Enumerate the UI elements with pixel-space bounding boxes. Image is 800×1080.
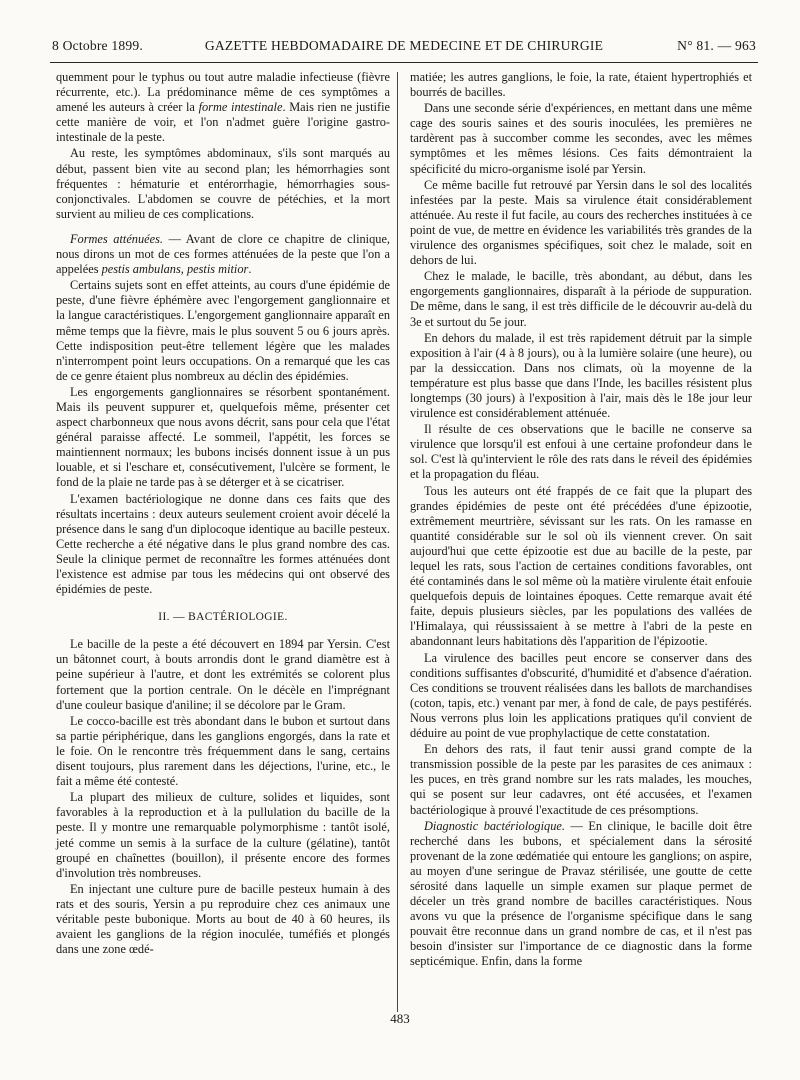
paragraph: Ce même bacille fut retrouvé par Yersin dans le sol des localités infestées par la peste. Mais sa virulence était considérablement atténuée. Au reste il fut facile, au cours des recherches instituées à ce point de vue, de mettre en évidence les variabilités très grandes de la virulence des organismes spécifiques, soit chez le malade, soit en dehors de lui. — [410, 177, 752, 268]
column-divider — [397, 72, 398, 1012]
right-column — [410, 70, 752, 971]
paragraph: Chez le malade, le bacille, très abondant, au début, dans les engorgements ganglionnaires, disparaît à la période de suppuration. De même, dans le sang, il est très difficile de le découvrir au-delà du 3e et surtout du 5e jour. — [410, 269, 752, 329]
paragraph: Certains sujets sont en effet atteints, au cours d'une épidémie de peste, d'une fièvre éphémère avec l'engorgement ganglionnaire et la langue caractéristiques. L'engorgement ganglionnaire apparaît en même temps que la fièvre, mais le plus souvent 5 ou 6 jours après. Cette indisposition peut-être tellement légère que les malades n'interrompent point leurs occupations. On a remarqué que les cas de ce genre étaient plus nombreux au déclin des épidémies. — [56, 278, 390, 383]
paragraph: Le cocco-bacille est très abondant dans le bubon et surtout dans sa partie périphérique, dans les ganglions engorgés, dans la rate et le foie. On le rencontre très fréquemment dans le sang, certains disent toujours, plus rarement dans les déjections, l'urine, etc., le fait a même été contesté. — [56, 713, 390, 789]
subsection-title: Formes atténuées. — [70, 231, 163, 246]
subsection-title: Diagnostic bactériologique. — [424, 818, 565, 833]
paragraph: En dehors des rats, il faut tenir aussi grand compte de la transmission possible de la peste par les parasites de ces animaux : les puces, en très grand nombre sur les rats malades, les mouches, qui se posent sur leur cadavres, ont été accusées, et l'examen bactériologique à prouvé l'exactitude de ces présomptions. — [410, 742, 752, 817]
running-header — [52, 38, 756, 60]
paragraph: L'examen bactériologique ne donne dans ces faits que des résultats incertains : deux auteurs seulement croient avoir décelé la présence dans le sang d'un diplocoque identique au bacille pesteux. Cette recherche a été négative dans le plus grand nombre des cas. Seule la clinique permet de reconnaître les formes atténuées dont l'existence est admise par tous les médecins qui ont observé des épidémies de peste. — [56, 491, 390, 597]
header-rule — [50, 62, 758, 63]
paragraph: La plupart des milieux de culture, solides et liquides, sont favorables à la reproduction et à la pullulation du bacille de la peste. Il y montre une remarquable polymorphisme : tantôt isolé, jeté comme un semis à la surface de la culture (gélatine), tantôt groupé en chaînettes (bouillon), il présente encore des formes d'involution très nombreuses. — [56, 790, 390, 880]
header-issue-number: N° 81. — 963 — [677, 38, 756, 53]
paragraph: quemment pour le typhus ou tout autre maladie infectieuse (fièvre récurrente, etc.). La prédominance même de ces symptômes a amené les auteurs à créer la forme intestinale. Mais rien ne justifie cette manière de voir, et l'on n'admet guère l'origine gastro-intestinale de la peste. — [56, 70, 390, 145]
paragraph: Il résulte de ces observations que le bacille ne conserve sa virulence que lorsqu'il est enfoui à une certaine profondeur dans le sol. C'est là qu'intervient le rôle des rats dans le réveil des épidémies et la propagation du fléau. — [410, 422, 752, 482]
paragraph: La virulence des bacilles peut encore se conserver dans des conditions suffisantes d'obscurité, d'humidité et d'absence d'aération. Ces conditions se trouvent réalisées dans les ballots de marchandises (coton, tapis, etc.) venant par mer, à fond de cale, de pays pestiférés. Nous verrons plus loin les applications pratiques qu'il convient de déduire au point de vue prophylactique de cette constatation. — [410, 650, 752, 741]
paragraph: Dans une seconde série d'expériences, en mettant dans une même cage des souris saines et des souris inoculées, les premières ne tardèrent pas à succomber comme les secondes, avec les mêmes symptômes et les mêmes lésions. Ces faits démontraient la spécificité du micro-organisme isolé par Yersin. — [410, 101, 752, 176]
paragraph: Formes atténuées. — Avant de clore ce chapitre de clinique, nous dirons un mot de ces formes atténuées de la peste que l'on a appelées pestis ambulans, pestis mitior. — [56, 231, 391, 277]
left-column — [56, 70, 390, 958]
paragraph: Au reste, les symptômes abdominaux, s'ils sont marqués au début, passent bien vite au second plan; les hémorrhagies sont fréquentes : hématurie et entérorrhagie, hémorrhagies sous-conjonctivales. L'abdomen se couvre de pétéchies, et la mort survient au milieu de ces complications. — [56, 146, 390, 221]
page-number: 483 — [390, 1011, 410, 1026]
paragraph: Diagnostic bactériologique. — En clinique, le bacille doit être recherché dans les bubons, et spécialement dans la sérosité provenant de la zone œdématiée qui entoure les ganglions; on aspire, au moyen d'une seringue de Pravaz stérilisée, une goutte de cette sérosité dans laquelle un simple examen sur plaque permet de déceler un très grand nombre de bacilles caractéristiques. Nous avons vu que la présence de l'organisme spécifique dans le sang pouvait être reconnue dans un grand nombre de cas, et il n'est pas besoin d'insister sur l'importance de ce diagnostic dans la forme septicémique. Enfin, dans la forme — [410, 818, 752, 969]
header-journal-title: GAZETTE HEBDOMADAIRE DE MEDECINE ET DE CHIRURGIE — [204, 38, 604, 53]
paragraph: En injectant une culture pure de bacille pesteux humain à des rats et des souris, Yersin a pu reproduire chez ces animaux une véritable peste bubonique. Morts au bout de 40 à 60 heures, ils avaient les ganglions de la région inoculée, tuméfiés et plongés dans une zone œdé- — [56, 881, 390, 957]
paragraph: Tous les auteurs ont été frappés de ce fait que la plupart des grandes épidémies de peste ont été précédées d'une épizootie, extrêmement meurtrière, sévissant sur les rats. On les ramasse en quantité considérable sur le sol où ils viennent crever. On sait aujourd'hui que cette épizootie est due au bacille de la peste, par lequel les rats, sous l'action de certaines conditions favorables, ont été contaminés dans le sol même où la matière virulente était enfouie quelquefois depuis de lointaines époques. Cette remarque avait été faite, depuis plusieurs siècles, par les populations des vallées de l'Himalaya, qui réussissaient à se mettre à l'abri de la peste en abandonnant leurs habitations dès l'apparition de l'épizootie. — [410, 483, 752, 649]
paragraph: matiée; les autres ganglions, le foie, la rate, étaient hypertrophiés et bourrés de bacilles. — [410, 70, 752, 100]
paragraph: En dehors du malade, il est très rapidement détruit par la simple exposition à l'air (4 à 8 jours), ou à la lumière solaire (une heure), ou par la dessiccation. Dans nos climats, où la moyenne de la température est plus basse que dans l'Inde, les bacilles résistent plus longtemps (30 jours) à l'exposition à l'air, mais dès le 18e jour leur virulence est considérablement atténuée. — [410, 330, 752, 421]
paragraph: Le bacille de la peste a été découvert en 1894 par Yersin. C'est un bâtonnet court, à bouts arrondis dont le grand diamètre est à peine supérieur à l'autre, et dont les extrémités se colorent plus fortement que la portion centrale. On le décèle en l'imprégnant d'une couleur basique d'aniline; il se décolore par le Gram. — [56, 637, 390, 712]
header-date: 8 Octobre 1899. — [52, 38, 143, 53]
section-heading: II. — BACTÉRIOLOGIE. — [158, 611, 288, 624]
paragraph: Les engorgements ganglionnaires se résorbent spontanément. Mais ils peuvent suppurer et, quelquefois même, présenter cet aspect charbonneux que nous avons décrit, sans pour cela que l'état général paraisse affecté. Le sommeil, l'appétit, les forces se maintiennent normaux; les bubons incisés donnent issue à un pus louable, et si l'eschare et, consécutivement, l'ulcère se forment, le fond de la plaie ne tarde pas à se déterger et à se cicatriser. — [56, 384, 390, 490]
